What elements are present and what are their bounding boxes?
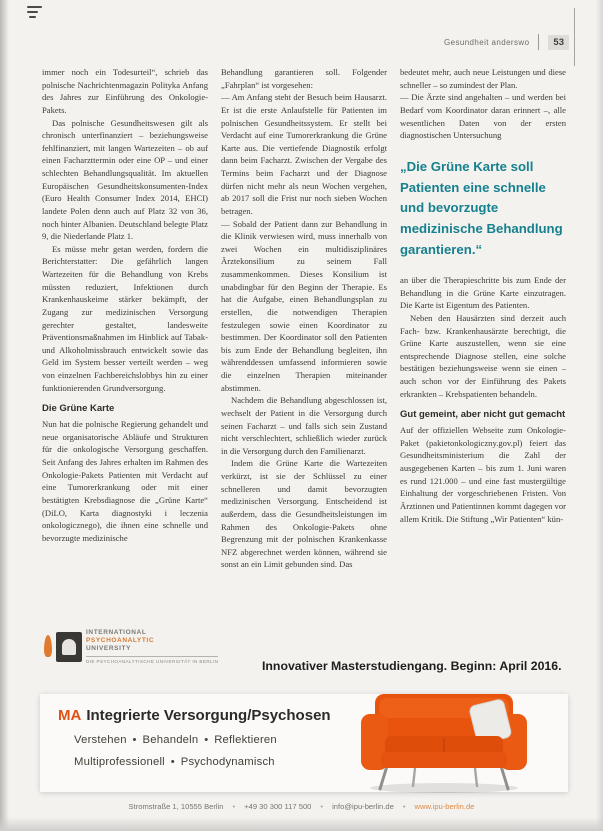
- header-divider: [538, 34, 539, 50]
- keywords-line-1: Verstehen • Behandeln • Reflektieren: [74, 734, 277, 746]
- ipu-logo-icon: [56, 632, 82, 662]
- page-header: [444, 34, 569, 50]
- contact-email: • info@ipu-berlin.de: [311, 802, 393, 811]
- keywords-line-2: Multiprofessionell • Psychodynamisch: [74, 756, 275, 768]
- section-heading-gruene-karte: Die Grüne Karte: [42, 403, 115, 415]
- ad-headline: Innovativer Masterstudiengang. Beginn: April 2016.: [262, 659, 562, 673]
- article-column-1: [42, 66, 208, 571]
- paragraph: — Am Anfang steht der Besuch beim Hausarzt. Er ist die erste Anlaufstelle für Patienten im polnischen Gesundheitssystem. Er stellt bei Verdacht auf eine Tumorerkrankung die Grüne Karte aus. Die vertiefende Diagnostik erfolgt dann beim Facharzt. Zwischen der Vergabe des Termins beim Facharzt und der Diagnose dürfen nicht mehr als neun Wochen vergehen, ab 2017 soll die Frist nur noch sieben Wochen betragen.: [221, 92, 387, 216]
- page-number: 53: [548, 35, 569, 50]
- ipu-logo-text: [86, 629, 218, 665]
- article-column-3: [400, 66, 566, 571]
- logo-line-3: UNIVERSITY: [86, 645, 132, 653]
- contact-address: Stromstraße 1, 10555 Berlin: [128, 802, 224, 811]
- contact-phone: • +49 30 300 117 500: [224, 802, 312, 811]
- orange-sofa-image: [355, 688, 533, 794]
- contact-website-link: • www.ipu-berlin.de: [394, 802, 475, 811]
- paragraph: Behandlung garantieren soll. Folgender „Fahrplan“ ist vorgesehen:: [221, 67, 387, 90]
- pull-quote: „Die Grüne Karte soll Patienten eine schnelle und bevorzugte medizinische Behandlung garantieren.“: [400, 158, 563, 258]
- scan-edge-bottom: [0, 817, 603, 831]
- paragraph: Auf der offiziellen Webseite zum Onkologie-Paket (pakietonkologiczny.gov.pl) feiert das Gesundheitsministerium die Zahl der ausgegebenen Karten – bis zum 1. Juni waren es rund 121.000 – und eine fast mustergültige Einhaltung der vorgeschriebenen Fristen. Von Ärztinnen und Patientinnen kommt dagegen vor allem Kritik. Die Stiftung „Wir Patienten“ kün-: [400, 425, 566, 524]
- scan-mark: [27, 11, 38, 13]
- paragraph: an über die Therapieschritte bis zum Ende der Behandlung in die Grüne Karte einzutragen. Die Karte ist Eigentum des Patienten.: [400, 275, 566, 311]
- paragraph: Nachdem die Behandlung abgeschlossen ist, wechselt der Patient in die Versorgung durch seinen Facharzt – und falls sich sein Zustand nicht verschlechtert, schließlich wieder zurück in die Versorgung durch den Familienarzt.: [221, 395, 387, 456]
- article-column-2: [221, 66, 387, 571]
- paragraph: bedeutet mehr, auch neue Leistungen und diese schneller – so zumindest der Plan.: [400, 67, 566, 90]
- section-heading-gut-gemeint: Gut gemeint, aber nicht gut gemacht: [400, 409, 566, 421]
- paragraph: Es müsse mehr getan werden, fordern die Berichterstatter: Die gefährlich langen Wartezeiten für die Behandlung von Krebs müssten reduziert, Infektionen durch Krankenhauskeime stärker bekämpft, der Zugang zur medizinischen Versorgung gerechter gestaltet, landesweite Präventionsmaßnahmen im Hinblick auf Tabak- und Alkoholmissbrauch entwickelt sowie das Geld im System besser verteilt werden – weg von einzelnen Fachbereichslobbys hin zu einer funktionierenden Grundversorgung.: [42, 243, 208, 393]
- scan-edge-right: [596, 0, 603, 831]
- logo-line-2: PSYCHOANALYTIC: [86, 637, 155, 645]
- paragraph: Neben den Hausärzten sind derzeit auch Fach- bzw. Krankenhausärzte berechtigt, die Grüne Karte auszustellen, wenn sie eine entsprechende Diagnose stellen, eine solche bestätigen beziehungsweise wenn sie einen – auch schon vor der Einführung des Pakets erkrankten – Krebspatienten behandeln.: [400, 312, 566, 399]
- paragraph: — Die Ärzte sind angehalten – und werden bei Bedarf vom Koordinator daran erinnert –, alle wesentlichen Daten von der ersten diagnostischen Untersuchung: [400, 92, 566, 141]
- paragraph: immer noch ein Todesurteil“, schrieb das polnische Nachrichtenmagazin Polityka Anfang des Jahres zur Einführung des Onkologie-Pakets.: [42, 67, 208, 115]
- paragraph: Nun hat die polnische Regierung gehandelt und neue organisatorische Abläufe und Strukturen für die onkologische Versorgung geschaffen. Seit Anfang des Jahres erhalten im Rahmen des Onkologie-Pakets Patienten mit Verdacht auf eine Tumorerkrankung oder mit einer bestätigten Krebsdiagnose die „Grüne Karte“ (DiLO, Karta diagnostyki i leczenia onkologicznego), die ihnen eine schnelle und bevorzugte medizinische: [42, 419, 208, 543]
- degree-label: MA: [58, 707, 82, 724]
- scan-mark: [29, 16, 36, 18]
- scan-mark: [27, 6, 42, 8]
- logo-subline: DIE PSYCHOANALYTISCHE UNIVERSITÄT IN BERLIN: [86, 656, 218, 665]
- ipu-flame-icon: [44, 635, 52, 657]
- ad-contact-line: [0, 802, 603, 811]
- ad-banner: [40, 694, 568, 792]
- section-label: Gesundheit anderswo: [443, 37, 530, 47]
- paragraph: Das polnische Gesundheitswesen gilt als chronisch unterfinanziert – beziehungsweise fehlfinanziert, mit langen Wartezeiten – ob auf einen Facharzttermin oder eine OP – und einer schlechten Behandlungsqualität. Im aktuellen Europäischen Gesundheitskonsumenten-Index (Euro Health Consumer Index 2014, EHCI) landete Polen denn auch auf Platz 32 von 36, noch hinter Albanien. Deutschland belegte Platz 9, die Niederlande Platz 1.: [42, 117, 208, 242]
- program-title: Integrierte Versorgung/Psychosen: [86, 707, 331, 724]
- scan-crease: [574, 8, 575, 66]
- logo-line-1: INTERNATIONAL: [86, 629, 147, 636]
- article-body: [42, 66, 568, 571]
- paragraph: — Sobald der Patient dann zur Behandlung in die Klinik verwiesen wird, muss innerhalb von zwei Wochen ein multidisziplinäres Ärztekonsilium zu seinem Fall zusammenkommen. Dieses Konsilium ist unabdingbar für den Beginn der Therapie. Es hat die Aufgabe, einen Behandlungsplan zu erstellen, die notwendigen Therapien festzulegen sowie einen Koordinator zu bestimmen. Der Koordinator soll den Patienten bis zum Ende der Behandlung begleiten, ihn währenddessen umfassend informieren sowie die einzelnen Therapien miteinander abstimmen.: [221, 218, 387, 393]
- scan-edge-left: [0, 0, 9, 831]
- paragraph: Indem die Grüne Karte die Wartezeiten verkürzt, ist sie der Schlüssel zu einer schnelleren und damit bevorzugten medizinischen Versorgung. Entscheidend ist außerdem, dass die Gesundheitsleistungen im Rahmen des Onkologie-Pakets ohne Begrenzung mit der polnischen Krankenkasse NFZ abgerechnet werden können, während sie sonst an ein Limit gebunden sind. Das: [221, 458, 387, 570]
- ipu-logo: [44, 629, 218, 665]
